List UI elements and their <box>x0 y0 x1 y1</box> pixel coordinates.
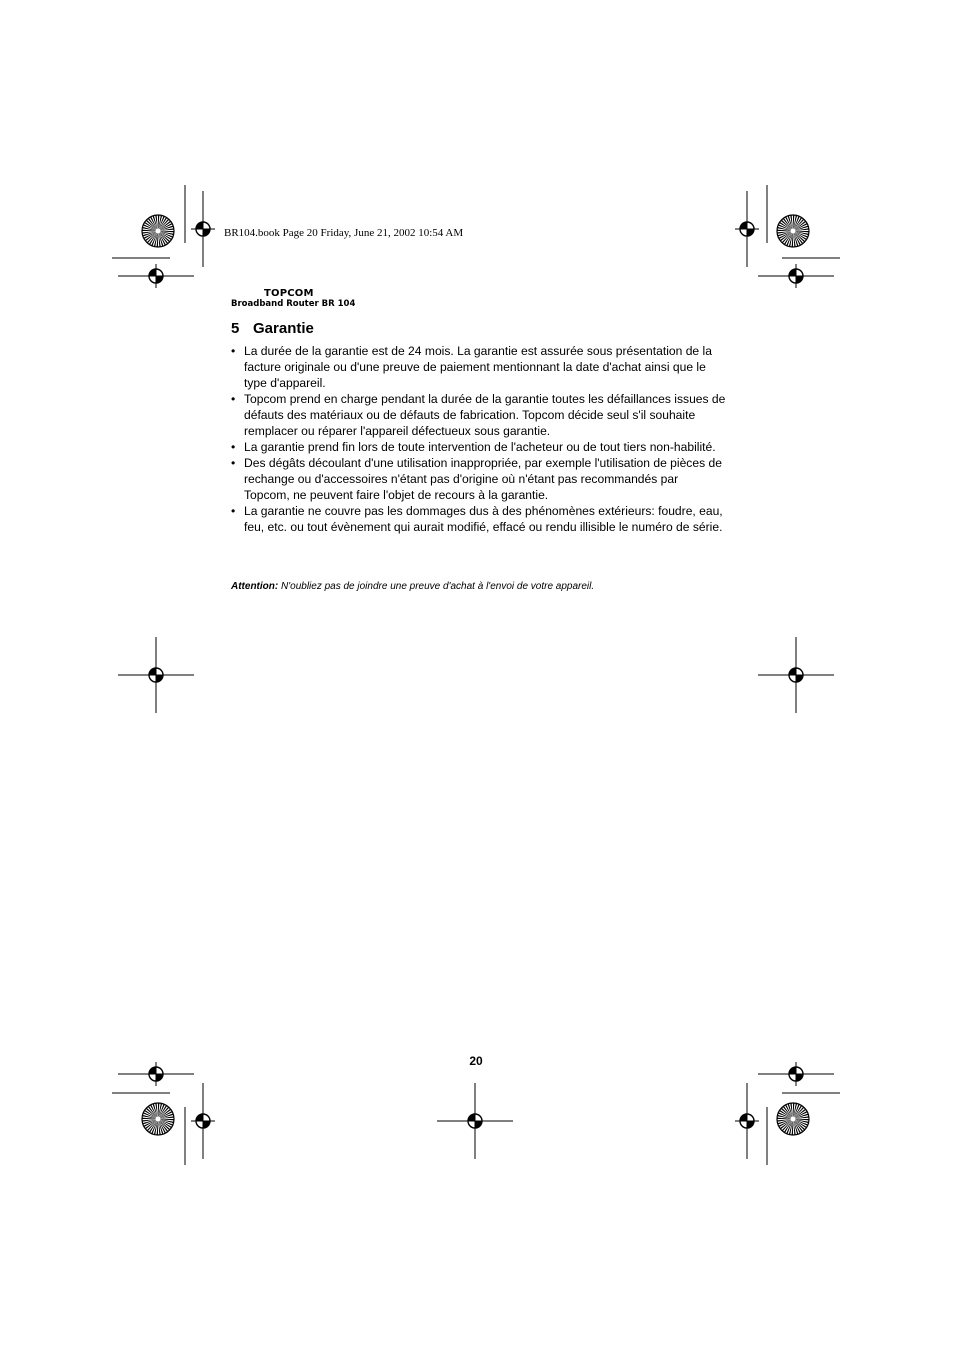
registration-target <box>437 1083 513 1159</box>
list-item-text: La durée de la garantie est de 24 mois. La garantie est assurée sous présentation de la facture originale ou d'une preuve de paiement mentionnant la date d'achat ainsi que le type d'appareil. <box>244 344 712 390</box>
bullet-glyph: • <box>231 344 236 358</box>
registration-target <box>118 637 194 713</box>
bullet-glyph: • <box>231 456 236 470</box>
bullet-glyph: • <box>231 504 236 518</box>
registration-target <box>735 191 759 267</box>
registration-target <box>758 1062 834 1086</box>
calibration-wheel <box>777 215 809 247</box>
section-number: 5 <box>231 320 240 337</box>
product-name: Broadband Router BR 104 <box>231 299 356 309</box>
slug-line: BR104.book Page 20 Friday, June 21, 2002 10:54 AM <box>224 227 464 239</box>
crop-lines <box>112 185 840 1165</box>
registration-target <box>118 1062 194 1086</box>
bullet-glyph: • <box>231 440 236 454</box>
bullet-glyph: • <box>231 392 236 406</box>
brand-logo: TOPCOM <box>264 288 314 299</box>
attention-note <box>231 581 731 592</box>
list-item <box>231 503 726 535</box>
page-number: 20 <box>469 1054 483 1068</box>
calibration-wheel <box>777 1103 809 1135</box>
registration-target <box>758 637 834 713</box>
list-item <box>231 343 726 391</box>
list-item <box>231 455 726 503</box>
attention-text: N'oubliez pas de joindre une preuve d'achat à l'envoi de votre appareil. <box>278 581 595 592</box>
list-item-text: La garantie ne couvre pas les dommages dus à des phénomènes extérieurs: foudre, eau, feu, etc. ou tout évènement qui aurait modifié, effacé ou rendu illisible le numéro de série. <box>244 504 723 534</box>
registration-marks <box>118 191 834 1159</box>
warranty-terms-list <box>231 343 726 535</box>
registration-target <box>118 264 194 288</box>
attention-label: Attention: <box>231 581 279 592</box>
list-item-text: La garantie prend fin lors de toute intervention de l'acheteur ou de tout tiers non-habilité. <box>244 440 716 454</box>
registration-target <box>191 1083 215 1159</box>
section-title: Garantie <box>253 320 314 337</box>
list-item-text: Topcom prend en charge pendant la durée de la garantie toutes les défaillances issues de défauts des matériaux ou de défauts de fabrication. Topcom décide seul s'il souhaite remplacer ou réparer l'appareil défectueux sous garantie. <box>244 392 726 438</box>
calibration-wheel <box>142 1103 174 1135</box>
list-item-text: Des dégâts découlant d'une utilisation inappropriée, par exemple l'utilisation de pièces de rechange ou d'accessoires n'étant pas d'origine où n'étant pas recommandés par Topcom, ne peuvent faire l'objet de recours à la garantie. <box>244 456 722 502</box>
section-heading <box>231 320 314 337</box>
registration-target <box>758 264 834 288</box>
list-item <box>231 439 726 455</box>
registration-target <box>191 191 215 267</box>
registration-target <box>735 1083 759 1159</box>
calibration-wheel <box>142 215 174 247</box>
list-item <box>231 391 726 439</box>
